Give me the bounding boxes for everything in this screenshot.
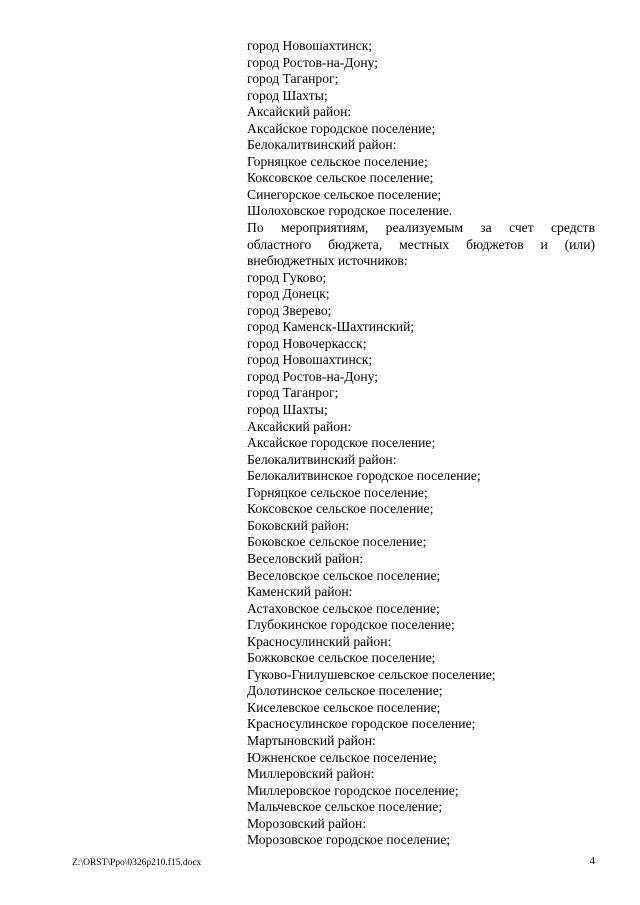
list-item: Красносулинское городское поселение; bbox=[247, 716, 476, 732]
list-item: город Таганрог; bbox=[247, 385, 339, 401]
list-item: Коксовское сельское поселение; bbox=[247, 170, 434, 186]
list-item: Каменский район: bbox=[247, 584, 353, 600]
list-item: Аксайское городское поселение; bbox=[247, 435, 436, 451]
paragraph-line: областного бюджета, местных бюджетов и (или) bbox=[247, 236, 595, 252]
list-item: Божковское сельское поселение; bbox=[247, 650, 436, 666]
list-item: Горняцкое сельское поселение; bbox=[247, 153, 428, 169]
list-item: Горняцкое сельское поселение; bbox=[247, 484, 428, 500]
list-item: Белокалитвинский район: bbox=[247, 451, 397, 467]
list-item: Миллеровское городское поселение; bbox=[247, 782, 459, 798]
list-item: Мальчевское сельское поселение; bbox=[247, 799, 443, 815]
list-item: город Таганрог; bbox=[247, 71, 339, 87]
list-item: город Зверево; bbox=[247, 302, 332, 318]
document-text-column bbox=[247, 38, 595, 849]
list-item: Астаховское сельское поселение; bbox=[247, 600, 440, 616]
list-item: Коксовское сельское поселение; bbox=[247, 501, 434, 517]
list-item: Киселевское сельское поселение; bbox=[247, 699, 441, 715]
list-item: город Ростов-на-Дону; bbox=[247, 368, 379, 384]
list-item: город Донецк; bbox=[247, 286, 330, 302]
list-item: Глубокинское городское поселение; bbox=[247, 617, 455, 633]
list-item: Шолоховское городское поселение. bbox=[247, 203, 453, 219]
list-item: город Новошахтинск; bbox=[247, 38, 373, 53]
list-item: Мартыновский район: bbox=[247, 732, 376, 748]
list-item: город Шахты; bbox=[247, 87, 328, 103]
list-item: Красносулинский район: bbox=[247, 633, 392, 649]
list-item: Белокалитвинский район: bbox=[247, 137, 397, 153]
list-item: Боковское сельское поселение; bbox=[247, 534, 427, 550]
list-item: Белокалитвинское городское поселение; bbox=[247, 468, 481, 484]
list-item: Веселовский район: bbox=[247, 550, 364, 566]
list-item: Морозовское городское поселение; bbox=[247, 832, 451, 848]
list-item: Аксайское городское поселение; bbox=[247, 120, 436, 136]
footer-page-number: 4 bbox=[589, 856, 595, 867]
footer-file-path: Z:\ORST\Ppo\0326p210.f15.docx bbox=[72, 858, 202, 868]
list-item: Долотинское сельское поселение; bbox=[247, 683, 443, 699]
list-item: Аксайский район: bbox=[247, 418, 352, 434]
list-item: Боковский район: bbox=[247, 517, 350, 533]
list-item: город Новошахтинск; bbox=[247, 352, 373, 368]
list-item: Южненское сельское поселение; bbox=[247, 749, 437, 765]
list-item: город Каменск-Шахтинский; bbox=[247, 319, 415, 335]
paragraph-line: По мероприятиям, реализуемым за счет средств bbox=[247, 220, 595, 236]
list-item: город Шахты; bbox=[247, 402, 328, 418]
list-item: Морозовский район: bbox=[247, 815, 367, 831]
list-item: город Гуково; bbox=[247, 269, 327, 285]
list-item: Миллеровский район: bbox=[247, 766, 375, 782]
list-item: город Новочеркасск; bbox=[247, 335, 367, 351]
paragraph-line: внебюджетных источников: bbox=[247, 253, 408, 269]
list-item: Аксайский район: bbox=[247, 104, 352, 120]
list-item: Гуково-Гнилушевское сельское поселение; bbox=[247, 666, 496, 682]
list-item: Синегорское сельское поселение; bbox=[247, 186, 442, 202]
list-item: Веселовское сельское поселение; bbox=[247, 567, 441, 583]
list-item: город Ростов-на-Дону; bbox=[247, 54, 379, 70]
